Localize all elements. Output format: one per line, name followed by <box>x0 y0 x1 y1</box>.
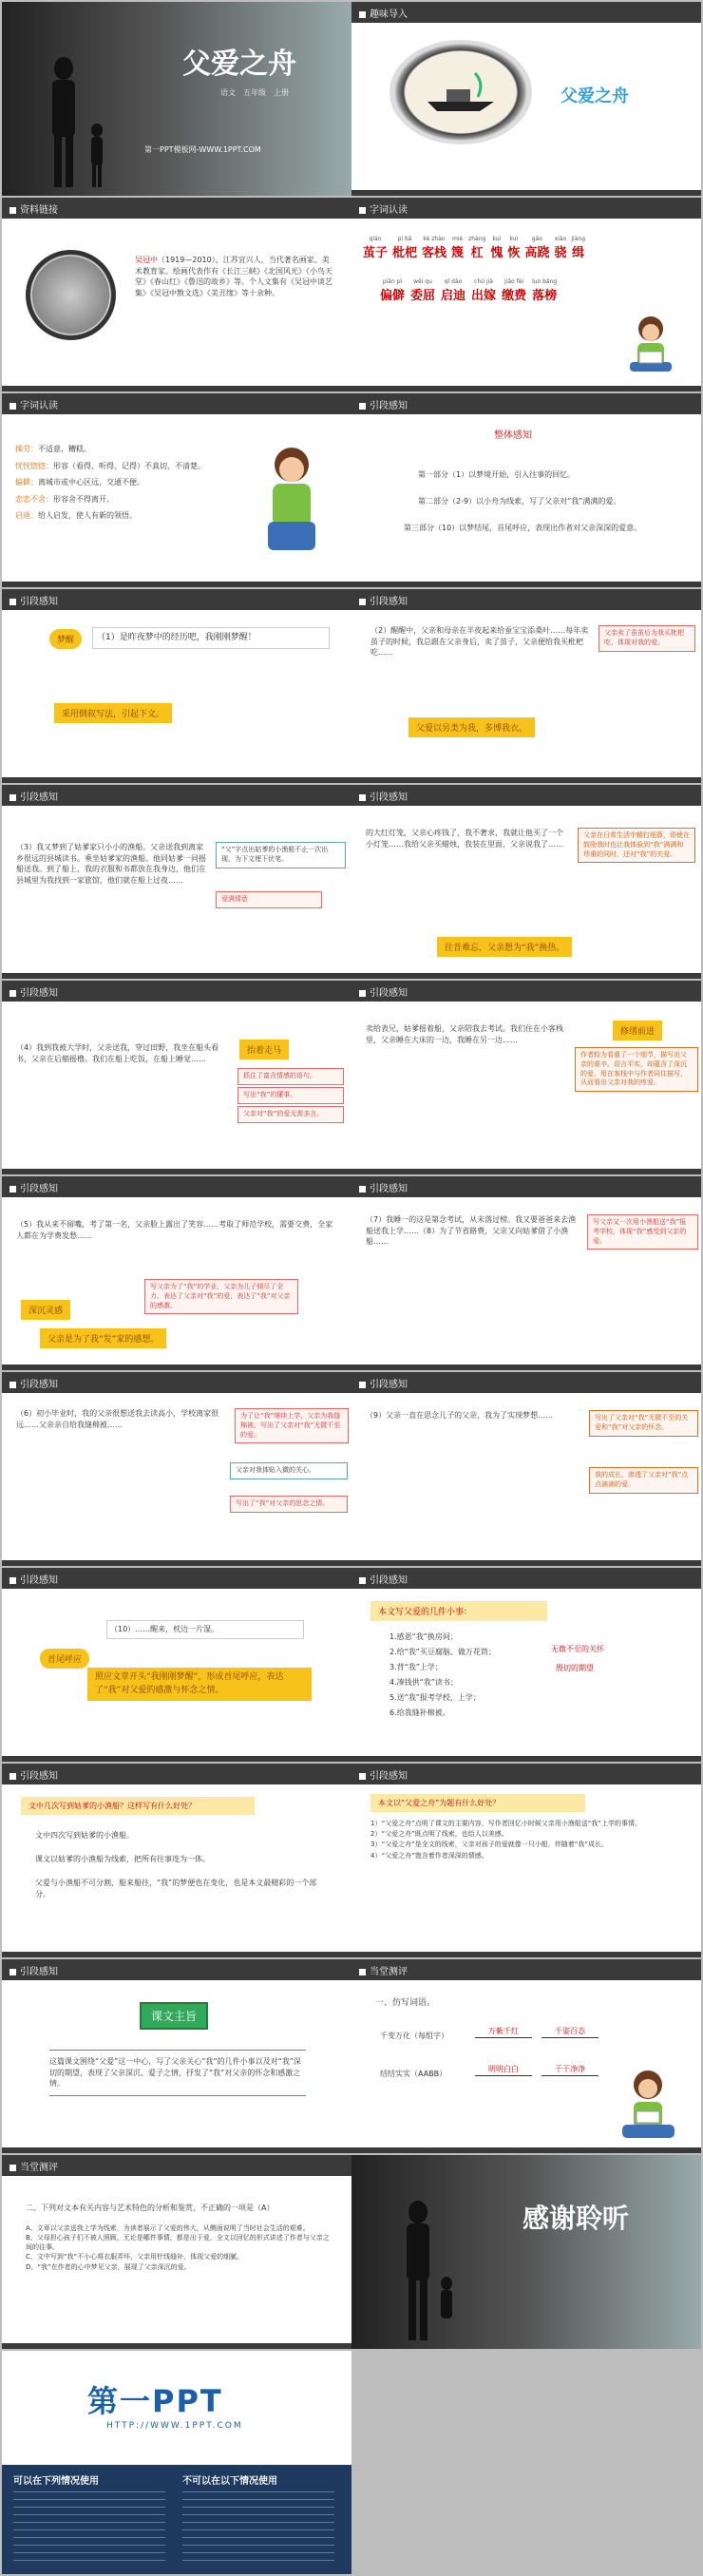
top-bar <box>352 2 701 23</box>
side-note: 写出了父亲对“我”无微不至的关爱和“我”对父亲的怀念。 <box>589 1410 698 1437</box>
vocab-word: kuì 恢 <box>507 236 521 260</box>
side-note-2: 爱满情意 <box>216 891 322 908</box>
side-note: 写父亲又一次用小渔船送“我”报考学校，体现“我”感受到父亲的爱。 <box>587 1214 698 1250</box>
boat-icon <box>423 68 499 116</box>
footer-info <box>2 2465 352 2574</box>
highlight-badge: 深沉灵感 <box>21 1300 70 1320</box>
bottom-bar <box>352 1364 701 1370</box>
overview-heading: 整体感知 <box>494 430 532 441</box>
footer-logo: 第一PPT <box>87 2383 223 2419</box>
event-item: 3.背“我”上学； <box>390 1663 443 1671</box>
top-bar <box>352 1372 701 1393</box>
top-bar <box>2 393 352 414</box>
site-text: 第一PPT模板网-WWW.1PPT.COM <box>144 145 261 154</box>
theme-text: 这篇课文围绕“父爱”这一中心，写了父亲关心“我”的几件小事以及对“我”深切的期望，表现了父亲深沉、爱子之情，抒发了“我”对父亲的怀念和感激之情。 <box>49 2050 306 2096</box>
bottom-bar <box>2 2147 352 2153</box>
side-note: 写出“我”的懂事。 <box>238 1087 344 1104</box>
label-badge: 首尾呼应 <box>40 1649 89 1669</box>
slide-tag: 资料链接 <box>20 205 58 216</box>
slide-author[interactable] <box>2 198 352 391</box>
slide-para-1[interactable] <box>2 589 352 783</box>
top-bar <box>352 981 701 1002</box>
option-item: A、文章以父亲送我上学为线索，为读者展示了父爱的伟大，从侧面说明了当时社会生活的艰难。 <box>26 2224 310 2232</box>
slide-para-5b[interactable] <box>352 1176 701 1370</box>
bottom-bar <box>2 777 352 783</box>
slide-tag: 引段感知 <box>20 792 58 803</box>
bottom-bar <box>2 973 352 979</box>
note-box: 采用倒叙写法，引起下文。 <box>54 703 172 723</box>
answer-line: 父爱与小渔船不可分割，船来船往，“我”的梦便也在变化，也是本文最精彩的一个部分。 <box>35 1879 317 1899</box>
bottom-bar <box>2 1952 352 1957</box>
side-note: 作者较为看重了一个细节，描写出父亲的艰辛。语言平实，却蕴含了深沉的爱，用在客栈中与作者同住描写，从而看出父亲对我的疼爱。 <box>575 1047 698 1092</box>
definition-item: 启迪：给人启发，使人有新的领悟。 <box>15 511 137 521</box>
top-bar <box>352 1568 701 1589</box>
side-note: “父”字点出姑爹的小渔船不止一次出现，为下文埋下伏笔。 <box>216 842 346 868</box>
test-row-2-answer-b: 干干净净 <box>542 2064 598 2076</box>
slide-para-6b[interactable] <box>352 1372 701 1566</box>
paragraph-text: （4）我到我被大学时，父亲送我，穿过田野，我坐在船头看书，父亲在后艄摇橹。我们在船上吃饭，在船上睡觉…… <box>16 1043 219 1063</box>
footer-left-lines <box>13 2491 165 2567</box>
slide-title[interactable] <box>2 2 352 196</box>
slide-question-title[interactable] <box>352 1764 701 1957</box>
slide-para-6[interactable] <box>2 1372 352 1566</box>
slide-tag: 引段感知 <box>370 1771 408 1782</box>
slide-tag: 引段感知 <box>20 1575 58 1586</box>
definition-item: 操劳：不适意，糟糕。 <box>15 445 91 453</box>
highlight-badge: 抬着走马 <box>239 1040 289 1059</box>
paragraph-text: （10）……醒来，枕边一片湿。 <box>106 1620 304 1639</box>
overview-line: 第二部分（2-9）以小舟为线索，写了父亲对“我”满满的爱。 <box>418 497 621 506</box>
top-bar <box>2 589 352 610</box>
definition-list <box>15 441 243 525</box>
slide-tag: 引段感知 <box>20 597 58 607</box>
bottom-bar <box>352 1952 701 1957</box>
vocab-word: xiāo 骁 <box>554 236 567 260</box>
bottom-bar <box>2 1756 352 1762</box>
test-question: 一、仿写词语。 <box>375 1998 436 2008</box>
event-item: 5.送“我”报考学校，上学； <box>390 1693 481 1702</box>
test-row-1-key: 千变万化（每组字） <box>380 2032 448 2040</box>
slide-tag: 引段感知 <box>20 988 58 999</box>
bottom-bar <box>2 2343 352 2349</box>
slide-tag: 当堂测评 <box>370 1967 408 1977</box>
bottom-bar <box>352 1169 701 1174</box>
vocab-word: luò bǎng 落榜 <box>532 278 558 303</box>
slide-test-1[interactable] <box>352 1959 701 2153</box>
vocab-word: qǐ dào 启迪 <box>441 278 466 303</box>
top-bar <box>352 1764 701 1784</box>
subtitle-text: 语文 五年级 上册 <box>220 88 289 97</box>
overview-line: 第一部分（1）以梦境开始，引入往事的回忆。 <box>418 470 576 479</box>
vocab-word: miè 篾 <box>451 236 465 260</box>
sentence-box: （1）是昨夜梦中的经历吧，我刚刚梦醒！ <box>92 627 330 649</box>
slide-tag: 引段感知 <box>20 1380 58 1390</box>
footer-url: HTTP://WWW.1PPT.COM <box>106 2421 243 2431</box>
slide-theme[interactable] <box>2 1959 352 2153</box>
overview-line: 第三部分（10）以梦结尾，首尾呼应，表现出作者对父亲深深的爱意。 <box>404 524 642 532</box>
answer-item: 4）“父爱之舟”饱含着作者深深的情感。 <box>370 1851 488 1860</box>
top-bar <box>2 1372 352 1393</box>
side-note: 为了让“我”继续上学，父亲为我缝棉被，写出了父亲对“我”无微不至的爱。 <box>235 1408 349 1443</box>
bottom-bar <box>2 1364 352 1370</box>
bottom-bar <box>352 2147 701 2153</box>
side-note: 写出了“我”对父亲的思念之情。 <box>230 1496 348 1513</box>
answer-line: 课文以姑爹的小渔船为线索，把所有往事连为一体。 <box>35 1855 210 1863</box>
slide-vocab-2[interactable] <box>2 393 352 587</box>
event-list <box>390 1630 532 1721</box>
author-name: 吴冠中 <box>135 256 158 264</box>
slide-tag: 引段感知 <box>370 597 408 607</box>
top-bar <box>352 393 701 414</box>
footer-right-heading: 不可以在以下情况使用 <box>182 2476 277 2487</box>
question-box: 本文以“父爱之舟”为题有什么好处？ <box>370 1794 585 1812</box>
slide-tag: 字词认读 <box>20 401 58 411</box>
vocab-word: jiàng 缉 <box>571 236 585 260</box>
paragraph-text: （6）初小毕业时，我的父亲很想送我去读高小，学校离家很远……父亲亲自给我缝棉被…… <box>16 1409 219 1429</box>
paragraph-text: （9）父亲一直在思念儿子的父亲，我为了实现梦想…… <box>366 1411 554 1420</box>
definition-item: 恋恋不舍：形容舍不得离开。 <box>15 494 114 504</box>
bottom-bar <box>2 386 352 391</box>
slide-summary-events[interactable] <box>352 1568 701 1762</box>
option-list <box>26 2223 330 2272</box>
bottom-bar <box>352 973 701 979</box>
bottom-bar <box>352 190 701 196</box>
paragraph-text: 卖给表兄，姑爹摇着船，父亲陪我去考试。我们住在小客栈里，父亲睡在大床的一边，我睡在另一边…… <box>366 1024 563 1044</box>
father-child-silhouette-icon <box>21 49 106 192</box>
footer-right-lines <box>182 2491 334 2567</box>
vocab-word: pí bǎ 枇杷 <box>392 236 418 260</box>
vocab-word: zhàng 杠 <box>468 236 486 260</box>
summary-heading: 本文写父爱的几件小事： <box>370 1601 547 1621</box>
slide-tag: 引段感知 <box>370 1184 408 1194</box>
definition-item: 偏僻：离城市或中心区远，交通不便。 <box>15 478 144 487</box>
father-child-silhouette-icon <box>380 2193 456 2345</box>
side-note: 父亲在日常生活中精打细算，即使在鼓励我时也让我体验到“我”满满和珍重的同时，还对“我”的关爱。 <box>578 828 695 863</box>
slide-thanks[interactable] <box>352 2155 701 2349</box>
vocab-word: kuì 愧 <box>490 236 504 260</box>
slide-tag: 字词认读 <box>370 205 408 216</box>
slide-tag: 引段感知 <box>370 988 408 999</box>
vocab-word: wěi qu 委屈 <box>410 278 436 303</box>
bottom-bar <box>352 386 701 391</box>
author-body: （1919—2010），江苏宜兴人，当代著名画家、美术教育家。绘画代表作有《长江三峡》《北国风光》《小鸟天堂》《春山红》《鲁迅的故乡》等。个人文集有《吴冠中谈艺集》《吴冠中散文选》《美丑缘》等十余种。 <box>135 256 332 297</box>
paragraph-text: （2）醒醒中，父亲和母亲在半夜起来给蚕宝宝添桑叶……每年卖茧子的时候，我总跟在父亲身后，卖了茧子，父亲便给我买枇杷吃…… <box>370 626 589 658</box>
definition-item: 恍恍惚惚：形容（看得、听得、记得）不真切、不清楚。 <box>15 461 205 470</box>
event-item: 4.凑钱供“我”读书； <box>390 1678 458 1687</box>
girl-icon <box>249 441 334 564</box>
paragraph-text: （5）我从来不留嘴，考了第一名，父亲脸上露出了笑容……考取了师范学校，需要交费，全家人都在为学费发愁…… <box>16 1220 333 1240</box>
label-badge: 梦醒 <box>49 629 82 649</box>
reading-girl-icon <box>608 2064 689 2149</box>
bottom-bar <box>352 1560 701 1566</box>
author-painting <box>26 250 116 340</box>
event-item: 1.感恩“我”换房间； <box>390 1632 458 1641</box>
top-bar <box>352 589 701 610</box>
top-bar <box>2 1568 352 1589</box>
top-bar <box>2 785 352 806</box>
footer-panel <box>2 2351 352 2574</box>
side-note: 抓住了富含情感的语句。 <box>238 1068 344 1085</box>
slide-tag: 引段感知 <box>370 1575 408 1586</box>
top-bar <box>352 1959 701 1980</box>
test-row-1-answer-b: 千姿百态 <box>542 2026 598 2038</box>
event-item: 6.给我缝补棉被。 <box>390 1708 450 1717</box>
bottom-bar <box>2 1169 352 1174</box>
slide-overview[interactable] <box>352 393 701 587</box>
slide-para-4[interactable] <box>2 981 352 1174</box>
paragraph-text: （3）我又梦到了姑爹家只小小的渔船。父亲送我到离家乡很远的县城读书。乘坐姑爹家的渔船。他同姑爹一同摇船送我。到了船上，我的衣服和书都放在我身边，他们在县城里为我找到一家旅馆，他们就在船上过夜…… <box>16 843 206 885</box>
note-box: 往昔难忘，父亲想为“我”换热。 <box>437 937 572 957</box>
slide-para-10[interactable] <box>2 1568 352 1762</box>
note-box: 父亲是为了我“发”家的感想。 <box>40 1328 166 1348</box>
slide-para-4b[interactable] <box>352 981 701 1174</box>
test-row-2-answer-a: 明明白白 <box>475 2064 532 2076</box>
top-bar <box>352 785 701 806</box>
bottom-bar <box>352 777 701 783</box>
slide-tag: 引段感知 <box>370 401 408 411</box>
vocab-word: chū jià 出嫁 <box>471 278 497 303</box>
slide-tag: 趣味导入 <box>370 10 408 20</box>
bottom-bar <box>352 582 701 587</box>
slide-para-2[interactable] <box>352 589 701 783</box>
slide-para-3b[interactable] <box>352 785 701 979</box>
top-bar <box>2 1764 352 1784</box>
answer-line: 文中四次写到姑爹的小渔船。 <box>35 1831 134 1840</box>
top-bar <box>2 198 352 219</box>
slide-tag: 当堂测评 <box>20 2163 58 2173</box>
top-bar <box>2 981 352 1002</box>
option-item: B、父母担心孩子们不被人照顾，无论是哪件事情，都是出于爱，全文以回忆的形式讲述了作者与父亲之间的往事。 <box>26 2234 330 2252</box>
top-bar <box>2 2155 352 2176</box>
footer-left-heading: 可以在下列情况使用 <box>13 2476 99 2487</box>
highlight-badge: 修缮前进 <box>613 1021 662 1040</box>
answer-item: 1）“父爱之舟”点明了课文的主要内容，写作者回忆小时候父亲用小渔船送“我”上学的事情。 <box>370 1820 641 1827</box>
top-bar <box>2 1176 352 1197</box>
side-note-2: 我的成长，渗透了父亲对“我”点点滴滴的爱。 <box>589 1467 698 1494</box>
thanks-title: 感谢聆听 <box>522 2203 630 2234</box>
slide-tag: 引段感知 <box>370 1380 408 1390</box>
author-bio <box>135 255 334 298</box>
slide-para-5[interactable] <box>2 1176 352 1370</box>
option-item: C、文中写到“我”不小心将衣服弄坏，父亲用针线缝补，体现父爱的细腻。 <box>26 2253 244 2261</box>
title-text: 父爱之舟 <box>182 48 296 81</box>
vocab-word: qián 茧子 <box>363 236 389 260</box>
vocab-word: piān pì 偏僻 <box>380 278 406 303</box>
theme-heading: 课文主旨 <box>140 2002 208 2030</box>
side-note: 父亲对“我”的爱无需多言。 <box>238 1106 344 1123</box>
answer-list <box>370 1819 684 1861</box>
event-item: 2.给“我”买豆腐脑、做万花筒； <box>390 1648 496 1656</box>
paragraph-text: 的大红灯笼，父亲心疼钱了，我不奢求，我就让他买了一个小灯笼……我给父亲买蜡烛，我装在里面，父亲说我了…… <box>366 829 563 849</box>
slide-test-2[interactable] <box>2 2155 352 2349</box>
vocab-row-2 <box>380 278 694 303</box>
vocab-word: kè zhàn 客栈 <box>422 236 447 260</box>
note-box: 父爱以另类为我，多博我衣。 <box>408 717 535 737</box>
summary-right-1: 无微不至的关怀 <box>551 1645 604 1653</box>
side-note: 写父亲为了“我”的学业，父亲为儿子倾尽了全力，表达了父亲对“我”的爱，表达了“我”对父亲的感激。 <box>144 1279 298 1314</box>
option-item: D、“我”在作者的心中梦见父亲，展现了父亲深沉的爱。 <box>26 2262 191 2271</box>
note-box: 照应文章开头“我刚刚梦醒”，形成首尾呼应，表达了“我”对父爱的感激与怀念之情。 <box>87 1668 312 1701</box>
bottom-bar <box>2 582 352 587</box>
test-row-2-key: 结结实实（AABB） <box>380 2070 447 2078</box>
bottom-bar <box>352 1756 701 1762</box>
test-row-1-answer-a: 万紫千红 <box>475 2026 532 2038</box>
question-box: 文中几次写到姑爹的小渔船？这样写有什么好处？ <box>21 1797 255 1815</box>
reading-girl-icon <box>613 310 689 386</box>
slide-tag: 引段感知 <box>20 1771 58 1782</box>
vocab-row-1 <box>363 236 695 260</box>
top-bar <box>352 1176 701 1197</box>
top-bar <box>352 198 701 219</box>
slide-tag: 引段感知 <box>20 1967 58 1977</box>
slide-tag: 引段感知 <box>370 792 408 803</box>
vocab-word: jiǎo fèi 缴费 <box>502 278 527 303</box>
summary-right-2: 殷切的期望 <box>556 1664 594 1672</box>
answer-item: 2）“父爱之舟”既点明了线索，也给人以美感。 <box>370 1830 508 1839</box>
paragraph-text: （7）我睡一的这是第念考试，从未落过榜。我又要爸爸来去渔船送我上学……（8）为了节省路费，父亲又向姑爹借了小渔船…… <box>366 1215 577 1247</box>
slide-para-3[interactable] <box>2 785 352 979</box>
slide-intro[interactable] <box>352 2 701 196</box>
slide-tag: 引段感知 <box>20 1184 58 1194</box>
side-note: 父亲卖了蚕茧后为我买枇杷吃，体现对我的爱。 <box>598 625 695 652</box>
bottom-bar <box>2 1560 352 1566</box>
top-bar <box>2 1959 352 1980</box>
test-question: 二、下列对文本有关内容与艺术特色的分析和鉴赏，不正确的一项是（A） <box>26 2204 275 2212</box>
vocab-word: gāo 高跷 <box>524 236 550 260</box>
intro-title: 父爱之舟 <box>560 86 629 106</box>
side-note: 父亲对我体贴入微的关心。 <box>230 1462 348 1479</box>
slide-question-boat[interactable] <box>2 1764 352 1957</box>
slide-vocab-1[interactable] <box>352 198 701 391</box>
answer-item: 3）“父爱之舟”是全文的线索，父亲对孩子的爱就像一只小船，伴随着“我”成长。 <box>370 1841 608 1849</box>
